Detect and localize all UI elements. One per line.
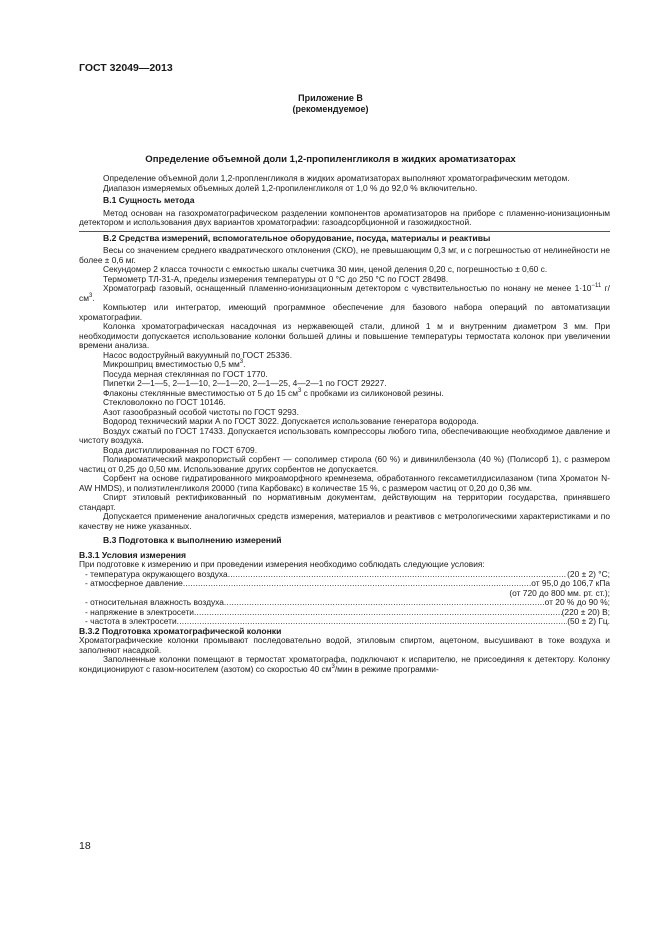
exponent: 3 <box>239 359 244 366</box>
appendix-title: Приложение В <box>298 93 363 103</box>
paragraph: Метод основан на газохроматографическом разделении компонентов ароматизаторов на приборе с пламенно-ионизационным детектором и использования двух вариантов хроматографии: газоадсорбционной и газожидкостной. <box>79 207 610 227</box>
heading-b31: В.3.1 Условия измерения <box>79 549 187 560</box>
paragraph: Азот газообразный особой чистоты по ГОСТ 9293. <box>103 406 299 417</box>
paragraph: Полиароматический макропористый сорбент — сополимер стирола (60 %) и дивинилбензола (40 %) (Полисорб 1), с размером частиц от 0,25 до 0,50 мм. Использование других сорбентов не допускается. <box>79 454 610 474</box>
condition-value: от 95,0 до 106,7 кПа <box>531 579 610 588</box>
condition-value: (50 ± 2) Гц. <box>567 617 610 626</box>
paragraph: Насос водоструйный вакуумный по ГОСТ 25336. <box>103 349 293 360</box>
condition-row <box>79 570 610 580</box>
appendix-status: (рекомендуемое) <box>292 104 369 114</box>
paragraph: Стекловолокно по ГОСТ 10146. <box>103 397 226 407</box>
exponent: 3 <box>88 292 93 299</box>
paragraph: Термометр ТЛ-31-А, пределы измерения температуры от 0 °С до 250 °С по ГОСТ 28498. <box>103 273 449 284</box>
text: Заполненные колонки помещают в термостат хроматографа, подключают к испарителю, не присоединяя к детектору. Колонку кондиционируют с газом-носителем (азотом) со скоростью 40 см <box>79 654 610 674</box>
text: Микрошприц вместимостью 0,5 мм <box>103 359 240 369</box>
text: . <box>92 292 95 303</box>
heading-b2: В.2 Средства измерений, вспомогательное оборудование, посуда, материалы и реактивы <box>103 232 491 243</box>
paragraph: Хроматографические колонки промывают последовательно водой, этиловым спиртом, ацетоном, высушивают в токе воздуха и заполняют насадкой. <box>79 635 610 655</box>
text: /мин в режиме программи- <box>334 663 439 674</box>
heading-b1: В.1 Сущность метода <box>103 195 195 205</box>
condition-label: - частота в электросети <box>85 617 177 626</box>
text: . <box>243 359 246 369</box>
paragraph: Вода дистиллированная по ГОСТ 6709. <box>103 444 258 455</box>
exponent: −11 <box>591 283 602 290</box>
text: Флаконы стеклянные вместимостью от 5 до 15 см <box>103 387 299 398</box>
paragraph: Весы со значением среднего квадратического отклонения (СКО), не превышающим 0,3 мг, и с погрешностью от нелинейности не более ± 0,6 мг. <box>79 245 610 265</box>
paragraph: Определение объемной доли 1,2-пропленгликоля в жидких ароматизаторах выполняют хроматографическим методом. <box>103 173 570 183</box>
paragraph: Сорбент на основе гидратированного микроаморфного кремнезема, обработанного гексаметилдисилазаном (типа Хроматон N-AW HMDS), и полиэтиленгликоля 20000 (типа Карбовакс) в количестве 15 %, с размером частиц от 0,20 до 0,36 мм. <box>79 473 610 493</box>
condition-value: (220 ± 20) В; <box>561 607 610 617</box>
standard-header: ГОСТ 32049—2013 <box>79 62 173 74</box>
paragraph: Спирт этиловый ректификованный по нормативным документам, действующим на территории государства, принявшего стандарт. <box>79 492 610 512</box>
paragraph: Секундомер 2 класса точности с емкостью шкалы счетчика 30 мин, ценой деления 0,20 с, погрешностью ± 0,60 с. <box>103 264 548 274</box>
condition-row <box>79 598 610 608</box>
condition-row <box>79 608 610 618</box>
paragraph <box>79 655 610 674</box>
paragraph: Водород технический марки А по ГОСТ 3022. Допускается использование генератора водорода. <box>103 416 479 426</box>
section-title: Определение объемной доли 1,2-пропиленгликоля в жидких ароматизаторах <box>145 154 516 165</box>
document-body <box>79 174 610 674</box>
page-number: 18 <box>79 840 91 852</box>
text: г/см <box>79 283 610 303</box>
paragraph: Допускается применение аналогичных средств измерения, материалов и реактивов с метрологическими характеристиками и по качеству не ниже указанных. <box>79 511 610 531</box>
text: Хроматограф газовый, оснащенный пламенно-ионизационным детектором с чувствительностью по нонану не менее 1·10 <box>103 283 592 293</box>
paragraph: Пипетки 2—1—5, 2—1—10, 2—1—20, 2—1—25, 4—2—1 по ГОСТ 29227. <box>103 378 387 388</box>
condition-continuation: (от 720 до 800 мм. рт. ст.); <box>509 587 610 598</box>
heading-b3: В.3 Подготовка к выполнению измерений <box>103 535 282 545</box>
paragraph: Диапазон измеряемых объемных долей 1,2-пропиленгликоля от 1,0 % до 92,0 % включительно. <box>103 182 478 193</box>
text: с пробками из силиконовой резины. <box>301 387 444 398</box>
condition-label: - напряжение в электросети <box>85 607 194 617</box>
condition-label: - температура окружающего воздуха <box>85 569 228 579</box>
paragraph: Воздух сжатый по ГОСТ 17433. Допускается использовать компрессоры любого типа, обеспечивающие необходимое давление и чистоту воздуха. <box>79 425 610 445</box>
exponent: 3 <box>298 387 302 394</box>
condition-value: от 20 % до 90 %; <box>544 598 610 607</box>
paragraph <box>79 284 610 303</box>
paragraph: Посуда мерная стеклянная по ГОСТ 1770. <box>103 368 268 379</box>
condition-label: - атмосферное давление <box>85 579 183 588</box>
paragraph: При подготовке к измерению и при проведении измерения необходимо соблюдать следующие условия: <box>79 559 485 569</box>
exponent: 3 <box>331 663 335 670</box>
divider <box>79 231 610 232</box>
paragraph: Компьютер или интегратор, имеющий программное обеспечение для базового набора операций по автоматизации хроматографии. <box>79 302 610 322</box>
condition-value: (20 ± 2) °С; <box>567 569 610 579</box>
heading-b32: В.3.2 Подготовка хроматографической колонки <box>79 625 282 636</box>
condition-label: - относительная влажность воздуха <box>85 598 224 607</box>
paragraph: Колонка хроматографическая насадочная из нержавеющей стали, длиной 1 м и внутренним диаметром 3 мм. При необходимости допускается использование колонки большей длины и повышение температуры термостата колонок при увеличении времени анализа. <box>79 321 610 350</box>
